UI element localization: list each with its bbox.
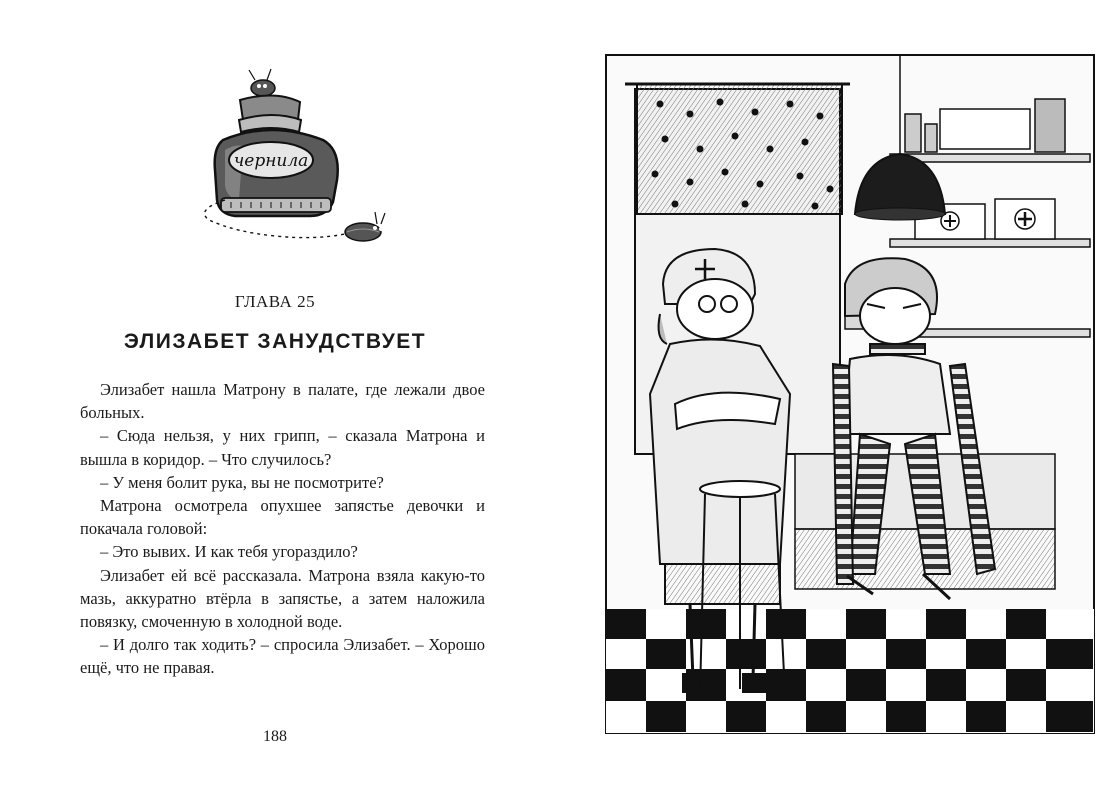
paragraph: – И долго так ходить? – спросила Элизабет. – Хорошо ещё, что не правая. [80, 635, 485, 678]
page-number: 188 [263, 728, 287, 745]
chapter-title: ЭЛИЗАБЕТ ЗАНУДСТВУЕТ [123, 330, 427, 353]
paragraph: – У меня болит рука, вы не посмотрите? [100, 472, 384, 492]
paragraph: Матрона осмотрела опухшее запястье девочки и покачала головой: [80, 496, 485, 539]
paragraph: – Сюда нельзя, у них грипп, – сказала Матрона и вышла в коридор. – Что случилось? [80, 426, 485, 469]
paragraph: Элизабет нашла Матрону в палате, где лежали двое больных. [80, 380, 485, 423]
right-page [550, 0, 1100, 786]
beetle-top-icon [249, 69, 275, 96]
infirmary-illustration [605, 54, 1095, 734]
chapter-number: ГЛАВА 25 [234, 292, 316, 311]
paragraph: Элизабет ей всё рассказала. Матрона взяла какую-то мазь, аккуратно втёрла в запястье, а затем наложила повязку, смоченную в холодной воде. [80, 565, 485, 632]
beetle-bottom-icon [345, 212, 385, 241]
chapter-body-text [80, 378, 485, 680]
ink-label: чернила [233, 151, 309, 171]
checkered-floor [606, 609, 1094, 733]
ink-bottle-illustration [195, 60, 395, 250]
paragraph: – Это вывих. И как тебя угораздило? [100, 542, 358, 562]
